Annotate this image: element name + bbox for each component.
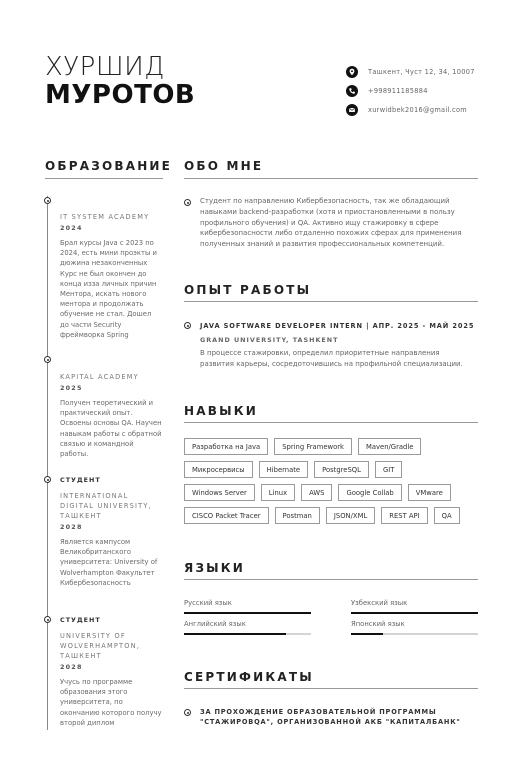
skills-list bbox=[184, 438, 476, 524]
education-divider bbox=[45, 178, 163, 179]
skills-divider bbox=[184, 422, 478, 423]
email-icon bbox=[346, 104, 358, 116]
skill-tag: GIT bbox=[375, 461, 402, 478]
skill-tag: Hibernate bbox=[259, 461, 309, 478]
first-name: ХУРШИД bbox=[45, 52, 165, 82]
education-school: INTERNATIONAL DIGITAL UNIVERSITY, ТАШКЕНТ bbox=[60, 492, 152, 520]
contact-phone bbox=[346, 81, 475, 100]
about-bullet bbox=[184, 199, 191, 206]
skill-tag: Maven/Gradle bbox=[358, 438, 421, 455]
language-name: Узбекский язык bbox=[351, 599, 408, 607]
language-level-bar bbox=[351, 612, 478, 614]
certificate-bullet bbox=[184, 709, 191, 716]
skill-tag: QA bbox=[434, 507, 460, 524]
skill-tag: AWS bbox=[301, 484, 332, 501]
job-description: В процессе стажировки, определил приоритетные направления развития карьеры, сосредоточившись на профильной специализации. bbox=[200, 349, 463, 368]
skill-tag: Linux bbox=[261, 484, 295, 501]
education-role: СТУДЕНТ bbox=[60, 476, 101, 484]
skill-tag: Разработка на Java bbox=[184, 438, 268, 455]
education-school: IT SYSTEM ACADEMY bbox=[60, 213, 150, 221]
language-level-fill bbox=[351, 633, 383, 635]
skill-tag: REST API bbox=[381, 507, 427, 524]
language-level-fill bbox=[184, 612, 311, 614]
education-description: Брал курсы Java с 2023 по 2024, есть мини проэкты и дюжина незаконченных Курс не был окончен до конца изза личных причин Ментора, искать нового ментора и продолжать обучение не стал. Дошел до части Security фреймворка Spring bbox=[60, 239, 157, 339]
education-year: 2028 bbox=[60, 663, 83, 671]
location-pin-icon bbox=[346, 66, 358, 78]
skill-tag: Микросервисы bbox=[184, 461, 253, 478]
job-title: JAVA SOFTWARE DEVELOPER INTERN | АПР. 2025 - МАЙ 2025 bbox=[200, 322, 475, 330]
timeline-bullet bbox=[44, 197, 51, 204]
skill-tag: Windows Server bbox=[184, 484, 255, 501]
skill-tag: Postman bbox=[275, 507, 320, 524]
experience-bullet bbox=[184, 322, 191, 329]
skill-tag: JSON/XML bbox=[326, 507, 375, 524]
experience-divider bbox=[184, 301, 478, 302]
skill-tag: CISCO Packet Tracer bbox=[184, 507, 269, 524]
phone-icon bbox=[346, 85, 358, 97]
skill-tag: Google Collab bbox=[338, 484, 401, 501]
skills-heading: НАВЫКИ bbox=[184, 404, 258, 418]
education-timeline bbox=[47, 196, 48, 730]
education-description: Является кампусом Великобританского университета: University of Wolverhampton Факультет Кибербезопасность bbox=[60, 538, 158, 587]
language-level-bar bbox=[184, 633, 311, 635]
about-heading: ОБО МНЕ bbox=[184, 159, 264, 173]
last-name: МУРОТОВ bbox=[45, 80, 196, 110]
email-text: xurwidbek2016@gmail.com bbox=[368, 105, 468, 114]
language-name: Японский язык bbox=[351, 620, 405, 628]
experience-heading: ОПЫТ РАБОТЫ bbox=[184, 283, 312, 297]
phone-text: +998911185884 bbox=[368, 86, 428, 95]
education-year: 2028 bbox=[60, 523, 83, 531]
language-level-fill bbox=[184, 633, 286, 635]
education-heading: ОБРАЗОВАНИЕ bbox=[45, 159, 173, 173]
education-description: Получен теоретический и практический опыт. Освоены основы QA. Научен навыкам работы с обратной связью и командной работы. bbox=[60, 399, 162, 459]
education-role: СТУДЕНТ bbox=[60, 616, 101, 624]
about-text: Студент по направлению Кибербезопасность, так же обладающий навыками backend-разработки (хотя и приостановленными в пользу профильного обучения) и QA. Активно ищу стажировку в сфере кибербезопасности либо отдаленно похожих сферах для применения полученных знаний и развития профессиональных компетенций. bbox=[200, 197, 462, 249]
timeline-bullet bbox=[44, 616, 51, 623]
language-level-fill bbox=[351, 612, 478, 614]
education-school: UNIVERSITY OF WOLVERHAMPTON, ТАШКЕНТ bbox=[60, 632, 141, 660]
languages-divider bbox=[184, 579, 478, 580]
timeline-bullet bbox=[44, 356, 51, 363]
language-level-bar bbox=[184, 612, 311, 614]
certificate-text: ЗА ПРОХОЖДЕНИЕ ОБРАЗОВАТЕЛЬНОЙ ПРОГРАММЫ "СТАЖИРОВQA", ОРГАНИЗОВАННОЙ АКБ "КАПИТАЛБАНК" bbox=[200, 708, 461, 726]
contacts bbox=[346, 62, 475, 119]
timeline-bullet bbox=[44, 476, 51, 483]
education-description: Учусь по программе образования этого университета, по окончанию которого получу второй диплом bbox=[60, 678, 162, 727]
address-text: Ташкент, Чуст 12, 34, 10007 bbox=[368, 67, 475, 76]
language-name: Английский язык bbox=[184, 620, 246, 628]
contact-address bbox=[346, 62, 475, 81]
languages-heading: ЯЗЫКИ bbox=[184, 561, 246, 575]
skill-tag: Spring Framework bbox=[274, 438, 352, 455]
education-year: 2024 bbox=[60, 224, 83, 232]
about-divider bbox=[184, 178, 478, 179]
certificates-heading: СЕРТИФИКАТЫ bbox=[184, 670, 314, 684]
education-year: 2025 bbox=[60, 384, 83, 392]
certificates-divider bbox=[184, 688, 478, 689]
job-company: GRAND UNIVERSITY, TASHKENT bbox=[200, 336, 339, 344]
education-school: KAPITAL ACADEMY bbox=[60, 373, 139, 381]
skill-tag: VMware bbox=[408, 484, 451, 501]
language-name: Русский язык bbox=[184, 599, 232, 607]
skill-tag: PostgreSQL bbox=[314, 461, 369, 478]
language-level-bar bbox=[351, 633, 478, 635]
contact-email bbox=[346, 100, 475, 119]
